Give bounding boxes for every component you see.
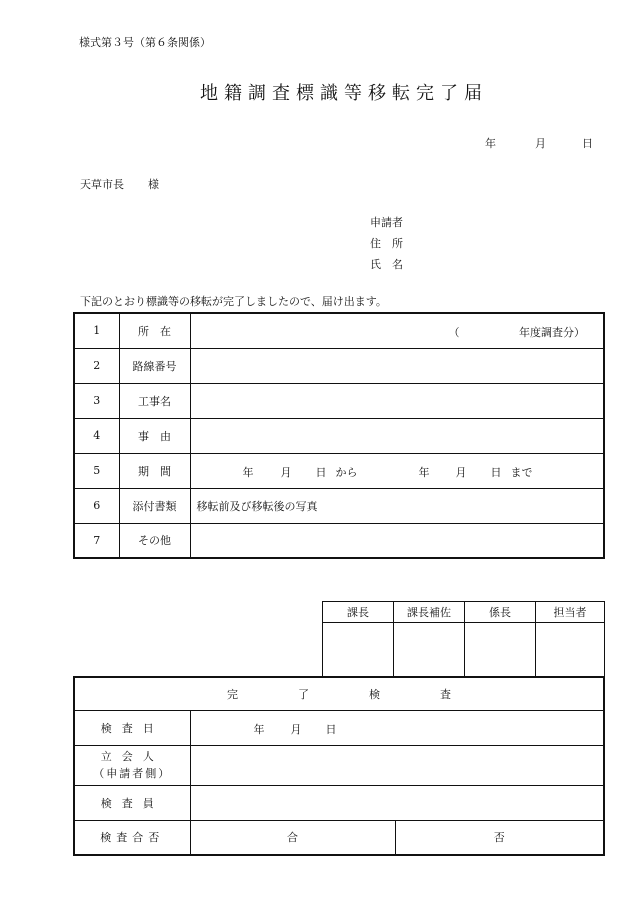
result-fail[interactable]: 否	[395, 820, 604, 855]
item-label: 事 由	[119, 418, 190, 453]
witness-sublabel: （申請者側）	[93, 767, 172, 780]
inspector-label: 検査員	[74, 785, 190, 820]
table-row	[74, 453, 604, 488]
item-num: 4	[74, 418, 119, 453]
result-pass[interactable]: 合	[190, 820, 395, 855]
address-label-text: 住 所	[370, 237, 403, 250]
table-row	[74, 348, 604, 383]
inspection-date-year: 年	[253, 722, 265, 736]
period-from-month: 月	[280, 465, 292, 479]
addressee-honorific: 様	[148, 178, 159, 191]
item-num: 3	[74, 383, 119, 418]
item-label: 添付書類	[119, 488, 190, 523]
period-from-day: 日	[315, 465, 327, 479]
inspection-date-month: 月	[290, 722, 302, 736]
inspection-title: 完了検査	[74, 677, 604, 710]
witness-cell[interactable]	[190, 745, 604, 785]
address-label	[370, 235, 430, 251]
date-month-label: 月	[535, 137, 546, 150]
period-from-year: 年	[242, 465, 254, 479]
addressee: 天草市長	[80, 178, 124, 191]
intro-text: 下記のとおり標識等の移転が完了しましたので、届け出ます。	[80, 295, 387, 308]
inspection-date-cell[interactable]	[190, 710, 604, 745]
approval-header-chief: 課長	[323, 602, 394, 623]
item-label: 工事名	[119, 383, 190, 418]
item-num: 5	[74, 453, 119, 488]
period-to-day: 日	[490, 465, 502, 479]
attachments-cell[interactable]: 移転前及び移転後の写真	[190, 488, 604, 523]
name-label	[370, 256, 430, 272]
period-to-word: まで	[510, 465, 533, 479]
period-to-year: 年	[418, 465, 430, 479]
approval-table	[322, 601, 605, 677]
item-num: 7	[74, 523, 119, 558]
item-label: 所 在	[119, 313, 190, 348]
inspection-table	[73, 676, 605, 856]
date-year-label: 年	[485, 137, 496, 150]
table-row	[74, 785, 604, 820]
inspection-date-day: 日	[325, 722, 337, 736]
approval-header-row	[323, 602, 605, 623]
inspector-cell[interactable]	[190, 785, 604, 820]
stamp-box-deputy[interactable]	[394, 623, 465, 677]
period-from-word: から	[335, 465, 358, 479]
approval-stamp-row	[323, 623, 605, 677]
table-row	[74, 745, 604, 785]
route-number-cell[interactable]	[190, 348, 604, 383]
table-row	[74, 418, 604, 453]
form-number: 様式第３号（第６条関係）	[79, 36, 211, 49]
item-label: 期 間	[119, 453, 190, 488]
work-name-cell[interactable]	[190, 383, 604, 418]
applicant-label-text: 申請者	[370, 216, 403, 229]
item-num: 2	[74, 348, 119, 383]
item-num: 1	[74, 313, 119, 348]
table-row	[74, 488, 604, 523]
page-title: 地籍調査標識等移転完了届	[200, 83, 488, 104]
stamp-box-section[interactable]	[465, 623, 536, 677]
item-label: 路線番号	[119, 348, 190, 383]
location-fiscal-suffix: 年度調査分）	[519, 326, 585, 339]
table-row	[74, 313, 604, 348]
stamp-box-chief[interactable]	[323, 623, 394, 677]
table-row	[74, 820, 604, 855]
approval-header-deputy: 課長補佐	[394, 602, 465, 623]
applicant-label	[370, 214, 430, 230]
period-to-month: 月	[455, 465, 467, 479]
reason-cell[interactable]	[190, 418, 604, 453]
result-label: 検査合否	[74, 820, 190, 855]
location-cell[interactable]	[190, 313, 604, 348]
table-row	[74, 710, 604, 745]
other-cell[interactable]	[190, 523, 604, 558]
table-row	[74, 523, 604, 558]
witness-label-cell	[74, 745, 190, 785]
table-row	[74, 383, 604, 418]
location-paren-open: （	[448, 326, 460, 339]
stamp-box-staff[interactable]	[536, 623, 605, 677]
inspection-date-label: 検査日	[74, 710, 190, 745]
item-num: 6	[74, 488, 119, 523]
date-day-label: 日	[582, 137, 593, 150]
name-label-text: 氏 名	[370, 258, 403, 271]
approval-header-staff: 担当者	[536, 602, 605, 623]
period-cell[interactable]	[190, 453, 604, 488]
inspection-title-row	[74, 677, 604, 710]
item-label: その他	[119, 523, 190, 558]
items-table	[73, 312, 605, 559]
witness-label: 立会人	[100, 750, 164, 763]
approval-header-section: 係長	[465, 602, 536, 623]
